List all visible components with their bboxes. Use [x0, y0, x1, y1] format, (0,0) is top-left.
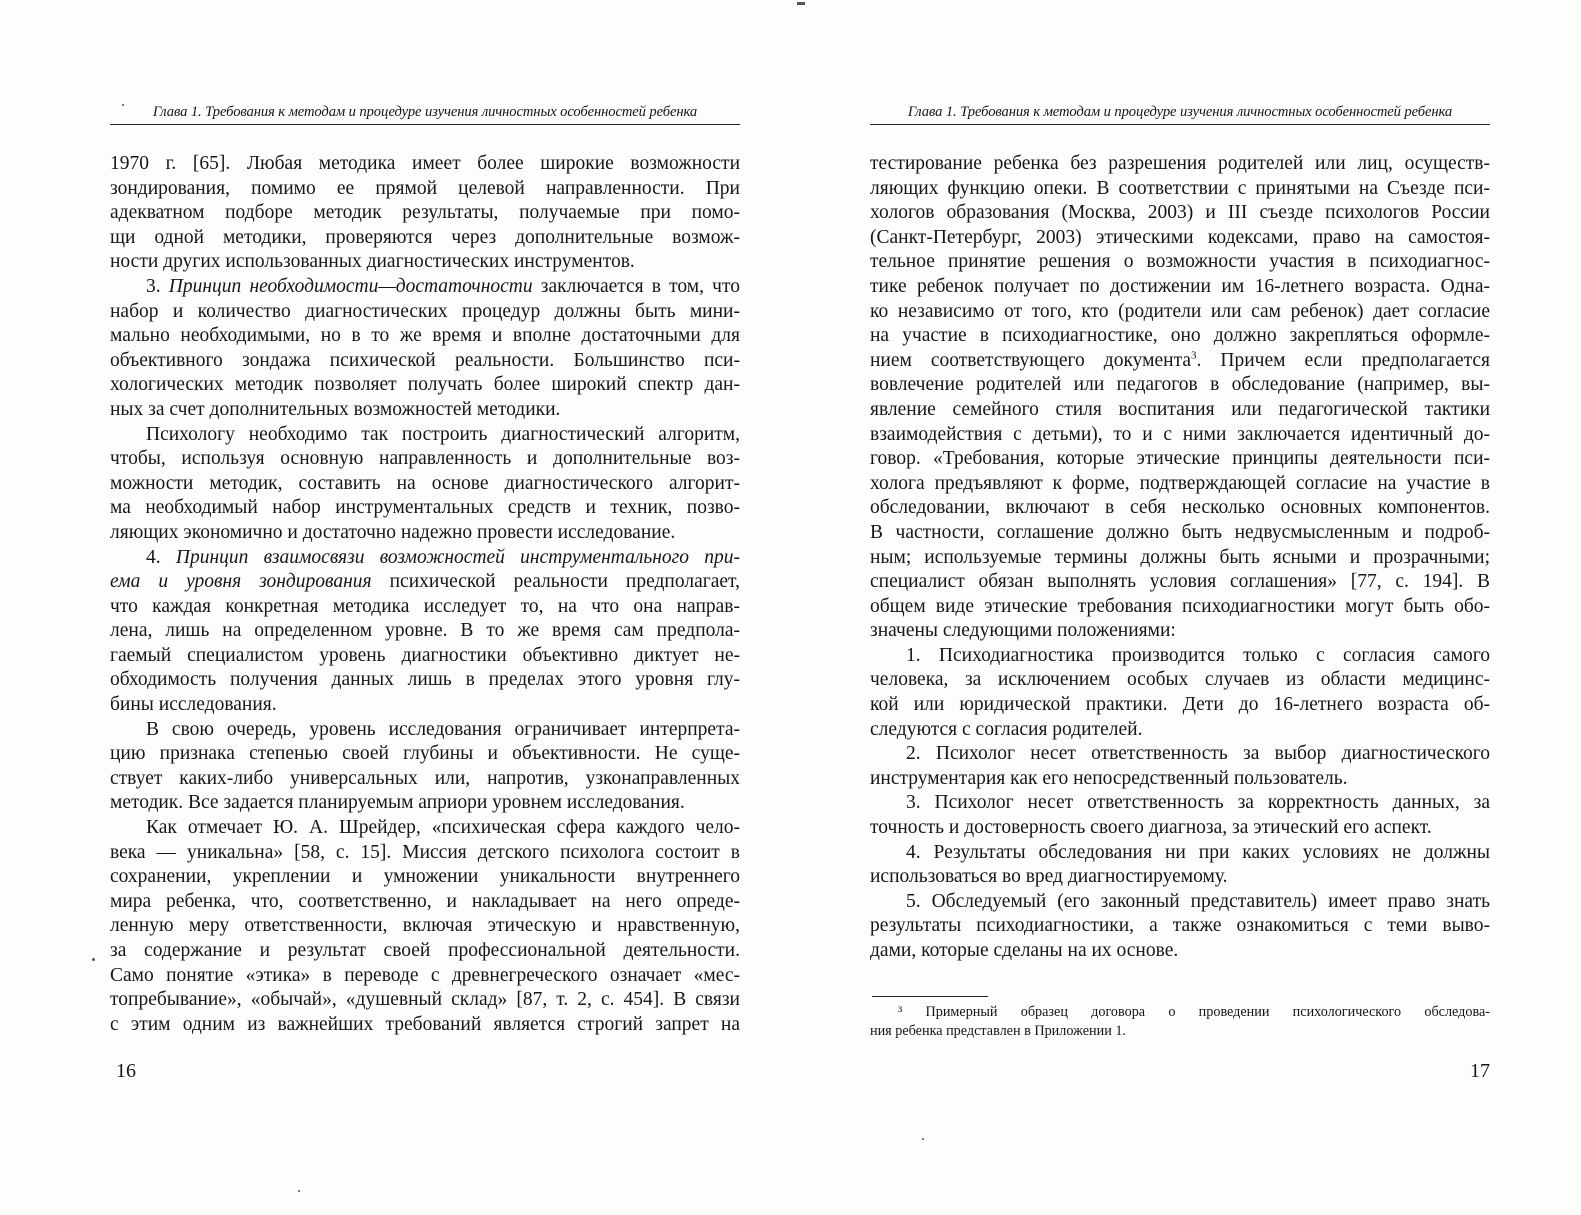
text-line: [110, 988, 740, 1013]
footnote-ref: 3: [1191, 349, 1197, 362]
text-run: лена, лишь на определенном уровне. В то же время сам предпола-: [110, 620, 740, 642]
text-run: Само понятие «этика» в переводе с древнегреческого означает «мес-: [110, 964, 740, 986]
text-line: [870, 423, 1490, 448]
text-run: точность и достоверность своего диагноза, за этический его аспект.: [870, 817, 1432, 839]
text-line: [110, 865, 740, 890]
text-run: говор. «Требования, которые этические принципы деятельности пси-: [870, 448, 1490, 470]
text-line: [870, 201, 1490, 226]
text-run: 2. Психолог несет ответственность за выбор диагностического: [906, 743, 1490, 765]
text-run: тельное принятие решения о возможности участия в психодиагнос-: [870, 251, 1490, 273]
text-run: что каждая конкретная методика исследует то, на что она направ-: [110, 595, 740, 617]
text-run: кой или юридической практики. Дети до 16-летнего возраста об-: [870, 694, 1490, 716]
text-line: [110, 250, 740, 275]
text-line: [870, 767, 1490, 792]
text-line: [110, 693, 740, 718]
text-run: бины исследования.: [110, 694, 277, 716]
text-run: явление семейного стиля воспитания или педагогической тактики: [870, 398, 1490, 420]
text-line: [870, 742, 1490, 767]
text-line: [870, 816, 1490, 841]
text-run: следуются с согласия родителей.: [870, 718, 1143, 740]
text-line: [870, 644, 1490, 669]
text-run: мира ребенка, что, соответственно, и накладывает на него опреде-: [110, 890, 740, 912]
text-run: на участие в психодиагностике, оно должно закрепляться оформле-: [870, 325, 1490, 347]
text-run: ко независимо от того, кто (родители или сам ребенок) дает согласие: [870, 300, 1490, 322]
text-run: обследовании, включают в себя несколько основных компонентов.: [870, 497, 1490, 519]
text-line: [870, 841, 1490, 866]
text-line: [110, 398, 740, 423]
text-run: 3. Психолог несет ответственность за корректность данных, за: [906, 792, 1490, 814]
text-line: [870, 250, 1490, 275]
footnote-rule: [872, 996, 988, 997]
text-run: ³ Примерный образец договора о проведении психологического обследова-: [898, 1004, 1490, 1020]
text-line: [110, 816, 740, 841]
text-run: значены следующими положениями:: [870, 620, 1176, 642]
text-line: [870, 324, 1490, 349]
text-line: [110, 373, 740, 398]
scan-speck: [92, 958, 95, 961]
text-run: холога предъявляют к форме, подтверждающей согласие на участие в: [870, 472, 1490, 494]
text-run: Как отмечает Ю. А. Шрейдер, «психическая сфера каждого чело-: [146, 817, 740, 839]
text-line: [870, 373, 1490, 398]
text-run: нием соответствующего документа: [870, 349, 1192, 371]
text-run: 5. Обследуемый (его законный представитель) имеет право знать: [906, 890, 1490, 912]
text-line: [870, 472, 1490, 497]
text-run: . Причем если предполагается: [1196, 349, 1490, 371]
text-run: 3.: [146, 275, 169, 297]
text-run: ляющих функцию опеки. В соответствии с принятыми на Съезде пси-: [870, 177, 1490, 199]
text-run: зондирования, помимо ее прямой целевой направленности. При: [110, 177, 740, 199]
text-line: [870, 447, 1490, 472]
text-run: использоваться во вред диагностируемому.: [870, 866, 1228, 888]
text-line: [110, 619, 740, 644]
text-run: набор и количество диагностических процедур должны быть мини-: [110, 300, 740, 322]
text-run: методик. Все задается планируемым априори уровнем исследования.: [110, 792, 685, 814]
running-head: Глава 1. Требования к методам и процедуре изучения личностных особенностей ребенка: [870, 104, 1490, 125]
italic-term: Принцип взаимосвязи возможностей инструментального при-: [175, 546, 740, 568]
text-line: [870, 300, 1490, 325]
page-number: 17: [1470, 1060, 1490, 1082]
text-line: [870, 226, 1490, 251]
text-line: [870, 570, 1490, 595]
text-line: [870, 939, 1490, 964]
text-run: (Санкт-Петербург, 2003) этическими кодексами, право на самостоя-: [870, 226, 1490, 248]
text-line: [110, 472, 740, 497]
text-run: ляющих экономично и достаточно надежно провести исследование.: [110, 521, 676, 543]
text-line: [110, 521, 740, 546]
text-line: [110, 300, 740, 325]
text-run: с этим одним из важнейших требований является строгий запрет на: [110, 1013, 740, 1035]
text-run: чтобы, используя основную направленность и дополнительные воз-: [110, 448, 740, 470]
text-line: [870, 398, 1490, 423]
text-run: ма необходимый набор инструментальных средств и техник, позво-: [110, 497, 740, 519]
text-line: [870, 693, 1490, 718]
text-run: тике ребенок получает по достижении им 16-летнего возраста. Одна-: [870, 275, 1490, 297]
text-run: 1970 г. [65]. Любая методика имеет более широкие возможности: [110, 153, 740, 174]
text-line: [110, 423, 740, 448]
text-run: щи одной методики, проверяются через дополнительные возмож-: [110, 226, 740, 248]
text-run: 4.: [146, 546, 176, 568]
text-line: [110, 177, 740, 202]
body-text: [110, 152, 740, 1037]
text-line: [110, 201, 740, 226]
text-run: гаемый специалистом уровень диагностики объективно диктует не-: [110, 644, 740, 666]
text-run: века — уникальна» [58, с. 15]. Миссия детского психолога состоит в: [110, 841, 740, 863]
body-text: [870, 152, 1490, 964]
text-line: [110, 447, 740, 472]
footnote-line: [870, 1003, 1490, 1022]
scan-speck: [298, 1190, 300, 1192]
text-run: результаты психодиагностики, а также ознакомиться с теми выво-: [870, 915, 1490, 937]
text-line: [870, 496, 1490, 521]
text-line: [110, 546, 740, 571]
text-run: взаимодействия с детьми), то и с ними заключается идентичный до-: [870, 423, 1490, 445]
text-line: [110, 791, 740, 816]
text-line: [870, 595, 1490, 620]
text-run: В частности, соглашение должно быть недвусмысленным и подроб-: [870, 521, 1490, 543]
text-run: сохранении, укреплении и умножении уникальности внутреннего: [110, 866, 740, 888]
text-line: [110, 939, 740, 964]
scan-mark: [797, 2, 805, 5]
text-line: [110, 275, 740, 300]
text-line: [110, 595, 740, 620]
running-head: Глава 1. Требования к методам и процедуре изучения личностных особенностей ребенка: [110, 104, 740, 125]
text-run: тестирование ребенка без разрешения родителей или лиц, осуществ-: [870, 153, 1490, 174]
text-line: [110, 767, 740, 792]
scan-speck: [122, 104, 124, 106]
text-run: адекватном подборе методик результаты, получаемые при помо-: [110, 202, 740, 224]
italic-term: ема и уровня зондирования: [110, 571, 372, 593]
text-run: инструментария как его непосредственный пользователь.: [870, 767, 1348, 789]
text-run: топребывание», «обычай», «душевный склад» [87, т. 2, с. 454]. В связи: [110, 989, 740, 1011]
text-line: [110, 668, 740, 693]
text-line: [110, 1013, 740, 1038]
text-run: вовлечение родителей или педагогов в обследование (например, вы-: [870, 374, 1490, 396]
text-run: обходимость получения данных лишь в пределах этого уровня глу-: [110, 669, 740, 691]
text-line: [110, 324, 740, 349]
text-line: [110, 349, 740, 374]
text-line: [110, 226, 740, 251]
text-line: [870, 275, 1490, 300]
text-line: [870, 865, 1490, 890]
text-line: [870, 718, 1490, 743]
text-line: [110, 841, 740, 866]
text-line: [870, 619, 1490, 644]
text-run: можности методик, составить на основе диагностического алгорит-: [110, 472, 740, 494]
text-run: 4. Результаты обследования ни при каких условиях не должны: [906, 841, 1490, 863]
text-line: [870, 668, 1490, 693]
text-run: ных за счет дополнительных возможностей методики.: [110, 398, 561, 420]
text-run: ленную меру ответственности, включая этическую и нравственную,: [110, 915, 740, 937]
text-line: [110, 964, 740, 989]
text-line: [110, 718, 740, 743]
text-line: [110, 914, 740, 939]
page-number: 16: [116, 1060, 136, 1082]
text-line: [870, 349, 1490, 374]
text-run: заключается в том, что: [532, 275, 740, 297]
text-line: [110, 890, 740, 915]
text-run: психической реальности предполагает,: [371, 571, 740, 593]
text-run: хологов образования (Москва, 2003) и III съезде психологов России: [870, 202, 1490, 224]
text-run: объективного зондажа психической реальности. Большинство пси-: [110, 349, 740, 371]
text-run: цию признака степенью своей глубины и объективности. Не суще-: [110, 743, 740, 765]
text-run: ности других использованных диагностических инструментов.: [110, 251, 635, 273]
text-line: [870, 152, 1490, 177]
text-run: Психологу необходимо так построить диагностический алгоритм,: [146, 423, 740, 445]
text-line: [870, 177, 1490, 202]
text-run: общем виде этические требования психодиагностики могут быть обо-: [870, 595, 1490, 617]
text-line: [110, 570, 740, 595]
text-line: [110, 152, 740, 177]
text-run: специалист обязан выполнять условия соглашения» [77, с. 194]. В: [870, 571, 1490, 593]
scan-speck: [922, 1138, 924, 1140]
text-line: [870, 546, 1490, 571]
text-run: хологических методик позволяет получать более широкий спектр дан-: [110, 374, 740, 396]
text-line: [110, 644, 740, 669]
text-line: [870, 890, 1490, 915]
footnote: [870, 1003, 1490, 1041]
text-run: ния ребенка представлен в Приложении 1.: [870, 1023, 1126, 1039]
text-run: человека, за исключением особых случаев из области медицинс-: [870, 669, 1490, 691]
text-line: [870, 521, 1490, 546]
text-run: за содержание и результат своей профессиональной деятельности.: [110, 940, 740, 961]
text-line: [870, 791, 1490, 816]
text-run: ным; используемые термины должны быть ясными и прозрачными;: [870, 546, 1490, 568]
text-run: дами, которые сделаны на их основе.: [870, 940, 1179, 961]
text-run: В свою очередь, уровень исследования ограничивает интерпрета-: [146, 718, 740, 740]
text-run: 1. Психодиагностика производится только с согласия самого: [906, 644, 1490, 666]
text-run: ствует каких-либо универсальных или, напротив, узконаправленных: [110, 767, 740, 789]
text-run: мально необходимыми, но в то же время и вполне достаточными для: [110, 325, 740, 347]
footnote-line: [870, 1022, 1490, 1041]
italic-term: Принцип необходимости—достаточности: [168, 275, 533, 297]
text-line: [110, 496, 740, 521]
text-line: [110, 742, 740, 767]
text-line: [870, 914, 1490, 939]
